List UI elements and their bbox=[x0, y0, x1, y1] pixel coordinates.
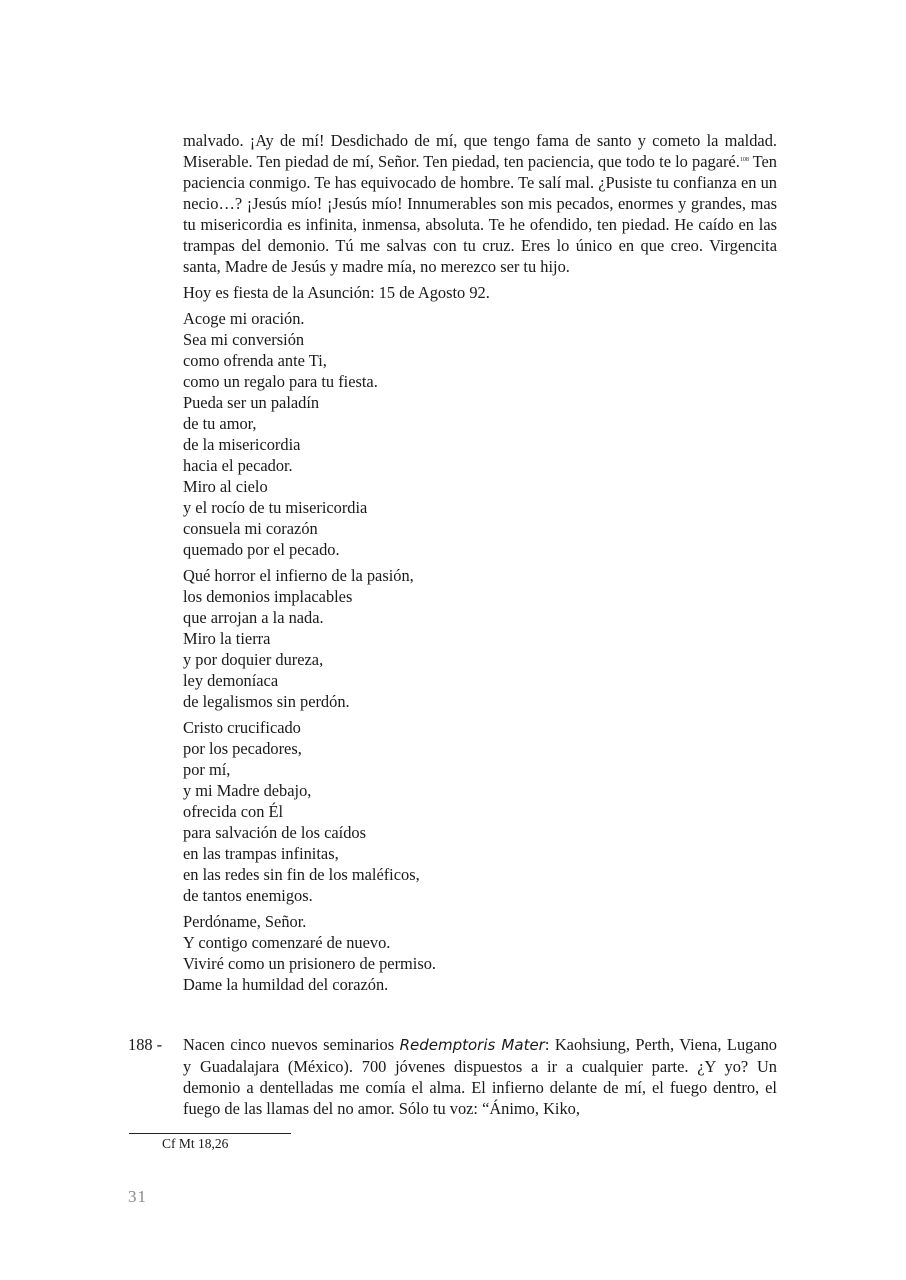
poem-line: y mi Madre debajo, bbox=[183, 781, 312, 800]
poem-line: por los pecadores, bbox=[183, 739, 302, 758]
poem-line: Viviré como un prisionero de permiso. bbox=[183, 954, 437, 973]
poem-line: como ofrenda ante Ti, bbox=[183, 351, 327, 370]
footnote-108: Cf Mt 18,26 bbox=[162, 1136, 229, 1151]
poem-line: por mí, bbox=[183, 760, 231, 779]
poem-line: Qué horror el infierno de la pasión, bbox=[183, 566, 414, 585]
poem-line: de legalismos sin perdón. bbox=[183, 692, 350, 711]
poem-line: en las redes sin fin de los maléficos, bbox=[183, 865, 420, 884]
poem-line: Sea mi conversión bbox=[183, 330, 305, 349]
entry-text-start: Nacen cinco nuevos seminarios bbox=[183, 1035, 400, 1054]
poem-stanza-4 bbox=[183, 911, 777, 995]
footnote-divider bbox=[129, 1133, 291, 1134]
poem-line: de tu amor, bbox=[183, 414, 257, 433]
poem-line: para salvación de los caídos bbox=[183, 823, 366, 842]
poem-line: Pueda ser un paladín bbox=[183, 393, 320, 412]
poem-line: quemado por el pecado. bbox=[183, 540, 340, 559]
poem-line: Y contigo comenzaré de nuevo. bbox=[183, 933, 391, 952]
opening-paragraph bbox=[183, 130, 777, 277]
poem-line: y por doquier dureza, bbox=[183, 650, 324, 669]
poem-line: de la misericordia bbox=[183, 435, 301, 454]
poem-line: Miro al cielo bbox=[183, 477, 268, 496]
poem-line: en las trampas infinitas, bbox=[183, 844, 339, 863]
poem-line: consuela mi corazón bbox=[183, 519, 318, 538]
poem-line: hacia el pecador. bbox=[183, 456, 293, 475]
poem-stanza-2 bbox=[183, 565, 777, 712]
poem-line: Cristo crucificado bbox=[183, 718, 301, 737]
poem-stanza-1 bbox=[183, 308, 777, 560]
poem-line: los demonios implacables bbox=[183, 587, 353, 606]
poem-line: ofrecida con Él bbox=[183, 802, 284, 821]
feast-paragraph: Hoy es fiesta de la Asunción: 15 de Agosto 92. bbox=[183, 283, 490, 302]
entry-text bbox=[183, 1034, 777, 1119]
entry-title-italic: Redemptoris Mater bbox=[399, 1036, 545, 1054]
opening-text-after-note: Ten paciencia conmigo. Te has equivocado de hombre. Te salí mal. ¿Pusiste tu confianza en un necio…? ¡Jesús mío! ¡Jesús mío! Innumerables son mis pecados, enormes y grandes, mas tu misericordia es infinita, inmensa, absoluta. Te he ofendido, ten piedad. He caído en las trampas del demonio. Tú me salvas con tu cruz. Eres lo único en que creo. Virgencita santa, Madre de Jesús y madre mía, no merezco ser tu hijo. bbox=[183, 152, 778, 276]
poem-line: Perdóname, Señor. bbox=[183, 912, 307, 931]
entry-number: 188 - bbox=[128, 1035, 163, 1054]
poem-line: de tantos enemigos. bbox=[183, 886, 313, 905]
poem-line: Acoge mi oración. bbox=[183, 309, 305, 328]
page-number: 31 bbox=[128, 1187, 147, 1206]
entry-text-rest: : Kaohsiung, Perth, Viena, Lugano y Guadalajara (México). 700 jóvenes dispuestos a ir a cualquier parte. ¿Y yo? Un demonio a dentelladas me comía el alma. El infierno delante de mí, el fuego dentro, el fuego de las llamas del no amor. Sólo tu voz: “Ánimo, Kiko, bbox=[183, 1035, 777, 1118]
poem-line: y el rocío de tu misericordia bbox=[183, 498, 368, 517]
footnote-reference-108: 108 bbox=[739, 157, 749, 163]
poem-stanza-3 bbox=[183, 717, 777, 906]
poem-line: ley demoníaca bbox=[183, 671, 279, 690]
main-text-block bbox=[183, 130, 777, 995]
poem-line: como un regalo para tu fiesta. bbox=[183, 372, 378, 391]
opening-text-before-note: malvado. ¡Ay de mí! Desdichado de mí, que tengo fama de santo y cometo la maldad. Miserable. Ten piedad de mí, Señor. Ten piedad, ten paciencia, que todo te lo pagaré. bbox=[183, 131, 777, 171]
poem-line: Miro la tierra bbox=[183, 629, 271, 648]
poem-line: Dame la humildad del corazón. bbox=[183, 975, 389, 994]
poem-line: que arrojan a la nada. bbox=[183, 608, 324, 627]
